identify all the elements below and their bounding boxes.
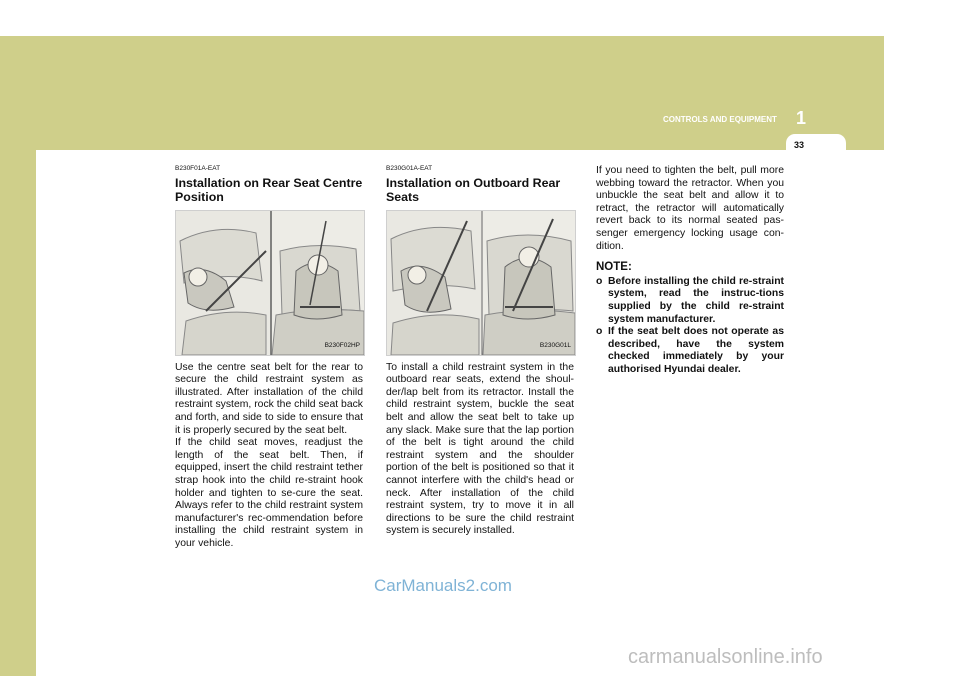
body-paragraph-1: Use the centre seat belt for the rear to secure the child restraint system as illustrated. After installation of the child restraint system, rock the child seat back and forth, and side to side to ensure that it is properly secured by the seat belt. <box>175 361 363 436</box>
bullet-glyph: o <box>596 275 603 287</box>
figure-code: B230F02HP <box>324 342 360 349</box>
section-heading: Installation on Rear Seat Centre Position <box>175 175 363 204</box>
body-paragraph: To install a child restraint system in the outboard rear seats, extend the shoul-der/lap belt from its retractor. Install the child restraint system, buckle the seat belt and allow the seat belt to take up any slack. Make sure that the lap portion of the belt is tight around the child restraint system and the shoulder portion of the belt is positioned so that it cannot interfere with the child's head or neck. After installation of the child restraint system, try to move it in all directions to be sure the child restraint system is securely installed. <box>386 361 574 537</box>
body-paragraph: If you need to tighten the belt, pull more webbing toward the retractor. When you unbuckle the seat belt and allow it to retract, the retractor will automatically revert back to its normal seated pas-senger emergency locking usage con-dition. <box>596 165 784 252</box>
column-notes <box>596 165 784 377</box>
section-code: B230G01A-EAT <box>386 165 433 172</box>
carmanualsonline-watermark[interactable]: carmanualsonline.info <box>628 646 823 668</box>
section-code: B230F01A-EAT <box>175 165 221 172</box>
note-list <box>596 276 784 377</box>
page-number: 33 <box>794 140 805 150</box>
note-item <box>596 326 784 376</box>
centre-seat-illustration <box>175 210 365 356</box>
chapter-label: CONTROLS AND EQUIPMENT <box>663 115 777 124</box>
column-outboard <box>386 163 574 538</box>
column-rear-centre <box>175 163 363 551</box>
carmanuals-watermark[interactable]: CarManuals2.com <box>374 576 512 595</box>
bullet-glyph: o <box>596 326 603 338</box>
figure-code: B230G01L <box>539 342 571 349</box>
section-heading: Installation on Outboard Rear Seats <box>386 175 561 204</box>
body-paragraph-2: If the child seat moves, readjust the length of the seat belt. Then, if equipped, insert the child restraint tether strap hook into the child re-straint hook holder and tighten to se-cure the seat. Always refer to the child restraint system manufacturer's rec-ommendation before installing the child restraint system in your vehicle. <box>175 437 363 549</box>
note-text: Before installing the child re-straint system, read the instruc-tions supplied by the child re-straint system manufacturer. <box>608 275 784 325</box>
note-text: If the seat belt does not operate as described, have the system checked immediately by your authorised Hyundai dealer. <box>608 326 784 375</box>
note-title: NOTE: <box>596 261 632 274</box>
note-item <box>596 276 784 326</box>
chapter-number: 1 <box>796 108 807 128</box>
outboard-seat-illustration <box>386 210 576 356</box>
